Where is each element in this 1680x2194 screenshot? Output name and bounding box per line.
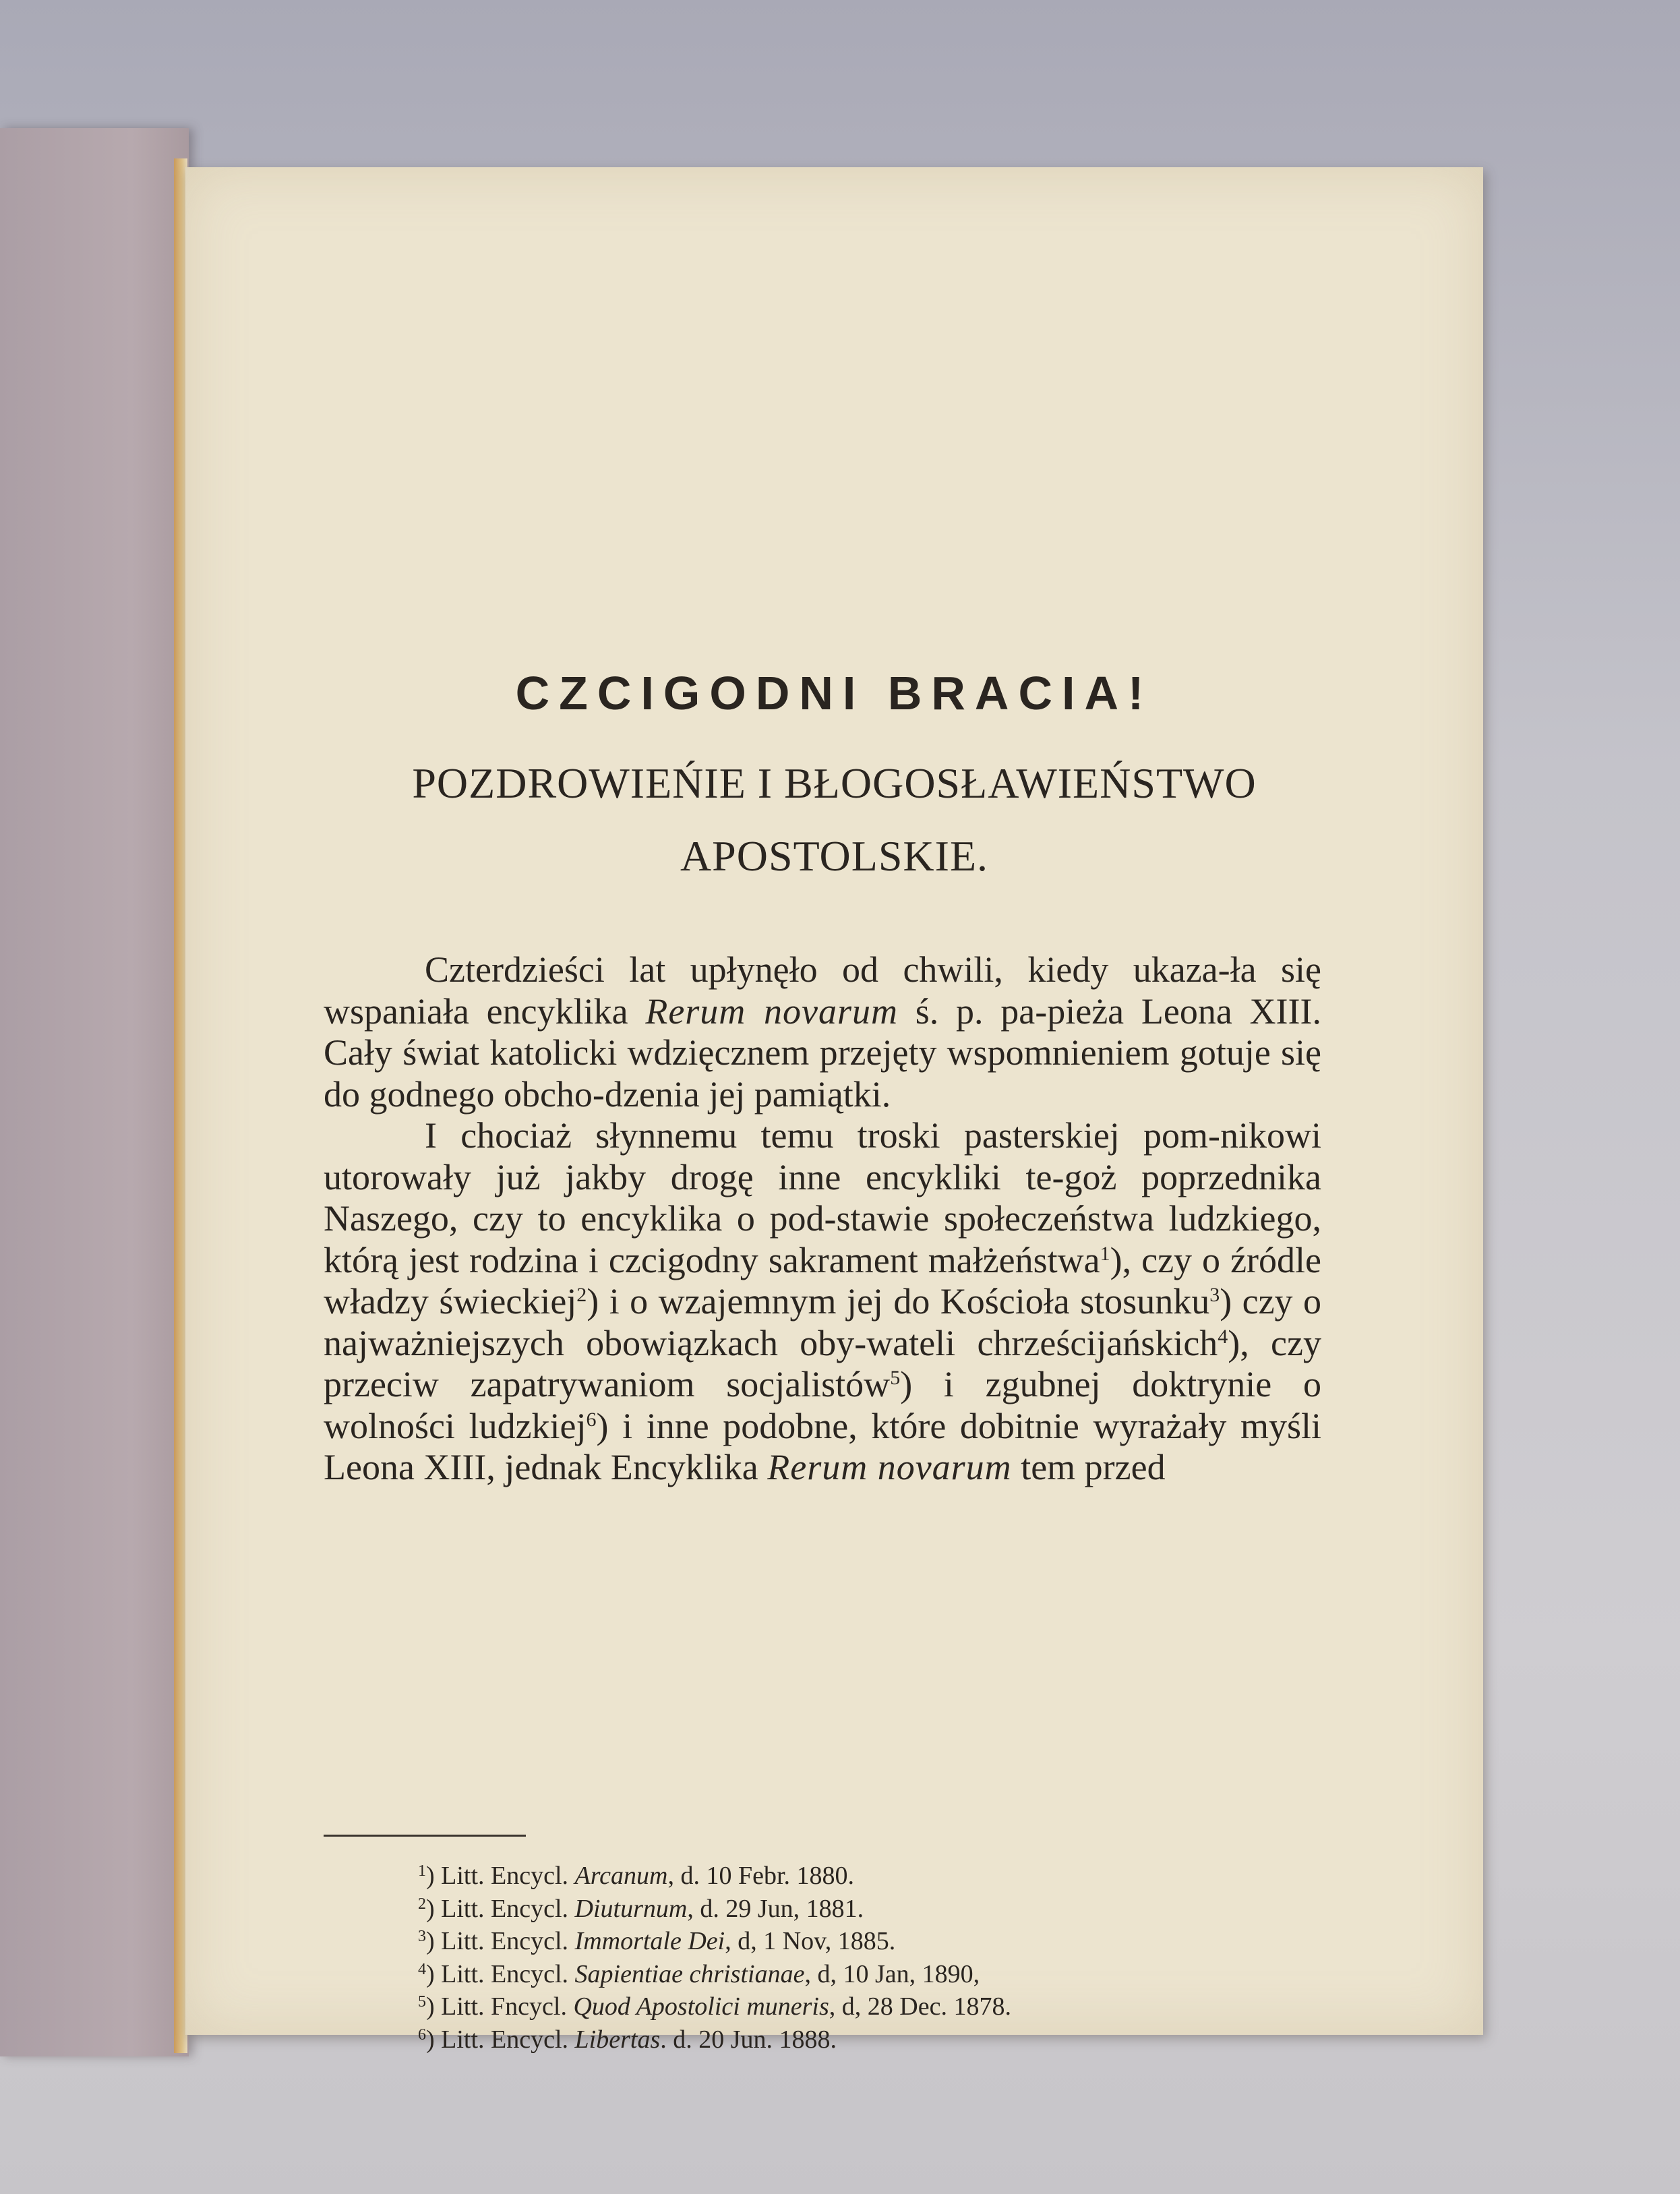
footnote-divider bbox=[324, 1835, 526, 1837]
text-segment: tem przed bbox=[1011, 1447, 1166, 1487]
paragraph bbox=[324, 949, 1321, 1115]
footnote-suffix: . d. 20 Jun. 1888. bbox=[660, 2025, 837, 2054]
footnotes bbox=[418, 1860, 1321, 2056]
footnote-ref: 5 bbox=[890, 1367, 901, 1389]
footnote-ref: 1 bbox=[1100, 1242, 1110, 1265]
footnote-number: 5 bbox=[418, 1993, 426, 2011]
footnote bbox=[418, 1925, 1321, 1958]
paragraph bbox=[324, 1115, 1321, 1489]
page-title: CZCIGODNI BRACIA! bbox=[515, 667, 1153, 719]
footnote-number: 2 bbox=[418, 1895, 426, 1913]
footnote-prefix: ) Litt. Encycl. bbox=[426, 1862, 575, 1890]
text-segment: ), czy o źródle władzy świeckiej bbox=[324, 1239, 1321, 1322]
text-segment: ) i zgubnej doktrynie o wolności ludzkiej bbox=[324, 1364, 1321, 1446]
footnote-number: 1 bbox=[418, 1862, 426, 1880]
footnote-ref: 3 bbox=[1209, 1284, 1220, 1306]
italic-title: Rerum novarum bbox=[767, 1447, 1012, 1487]
footnote-prefix: ) Litt. Encycl. bbox=[426, 1894, 575, 1923]
footnote-suffix: , d. 10 Febr. 1880. bbox=[667, 1862, 855, 1890]
footnote-number: 3 bbox=[418, 1928, 426, 1945]
footnote-ref: 4 bbox=[1218, 1325, 1228, 1348]
page-subtitle bbox=[185, 747, 1483, 893]
text-segment: ), czy przeciw zapatrywaniom socjalistów bbox=[324, 1322, 1321, 1404]
footnote bbox=[418, 2023, 1321, 2056]
italic-title: Rerum novarum bbox=[645, 990, 899, 1032]
subtitle-line-1: POZDROWIEŃIE I BŁOGOSŁAWIEŃSTWO bbox=[412, 759, 1257, 807]
footnote-suffix: , d, 10 Jan, 1890, bbox=[804, 1959, 980, 1988]
text-segment: ) czy o najważniejszych obowiązkach oby-wateli chrześcijańskich bbox=[324, 1281, 1321, 1363]
footnote-suffix: , d, 1 Nov, 1885. bbox=[725, 1927, 896, 1955]
text-segment: ) i o wzajemnym jej do Kościoła stosunku bbox=[587, 1281, 1210, 1322]
footnote-prefix: ) Litt. Fncycl. bbox=[426, 1992, 574, 2021]
text-segment: ) i inne podobne, które dobitnie wyrażały myśli Leona XIII, jednak Encyklika bbox=[324, 1405, 1321, 1487]
footnote bbox=[418, 1990, 1321, 2023]
footnote-number: 6 bbox=[418, 2025, 426, 2044]
footnote-number: 4 bbox=[418, 1960, 426, 1978]
footnote-title: Diuturnum bbox=[574, 1894, 688, 1923]
footnote-title: Arcanum bbox=[574, 1862, 668, 1890]
book-cover bbox=[0, 128, 189, 2056]
footnote-title: Libertas bbox=[574, 2025, 661, 2054]
footnote bbox=[418, 1893, 1321, 1926]
footnote-suffix: , d, 28 Dec. 1878. bbox=[829, 1992, 1011, 2021]
footnote-prefix: ) Litt. Encycl. bbox=[426, 1927, 575, 1955]
footnote bbox=[418, 1860, 1321, 1893]
footnote-ref: 6 bbox=[586, 1408, 597, 1431]
text-segment: Czterdzieści lat upłynęło od chwili, kiedy ukaza-ła się wspaniała encyklika bbox=[324, 949, 1321, 1032]
body-text bbox=[324, 949, 1321, 1489]
footnote-title: Sapientiae christianae bbox=[574, 1959, 805, 1988]
footnote-prefix: ) Litt. Encycl. bbox=[426, 2025, 575, 2054]
subtitle-line-2: APOSTOLSKIE. bbox=[680, 832, 989, 880]
footnote-prefix: ) Litt. Encycl. bbox=[426, 1959, 575, 1988]
footnote-title: Immortale Dei bbox=[574, 1927, 725, 1955]
footnote-title: Quod Apostolici muneris bbox=[573, 1992, 829, 2021]
book-page bbox=[185, 167, 1483, 2054]
footnote-ref: 2 bbox=[576, 1284, 587, 1306]
footnote bbox=[418, 1958, 1321, 1991]
footnote-suffix: , d. 29 Jun, 1881. bbox=[687, 1894, 864, 1923]
text-segment: ś. p. pa-pieża Leona XIII. Cały świat katolicki wdzięcznem przejęty wspomnieniem gotuje się do godnego obcho-dzenia jej pamiątki. bbox=[324, 990, 1321, 1115]
text-segment: I chociaż słynnemu temu troski pasterskiej pom-nikowi utorowały już jakby drogę inne encykliki te-goż poprzednika Naszego, czy to encyklika o pod-stawie społeczeństwa ludzkiego, którą jest rodzina i czcigodny sakrament małżeństwa bbox=[324, 1115, 1321, 1280]
